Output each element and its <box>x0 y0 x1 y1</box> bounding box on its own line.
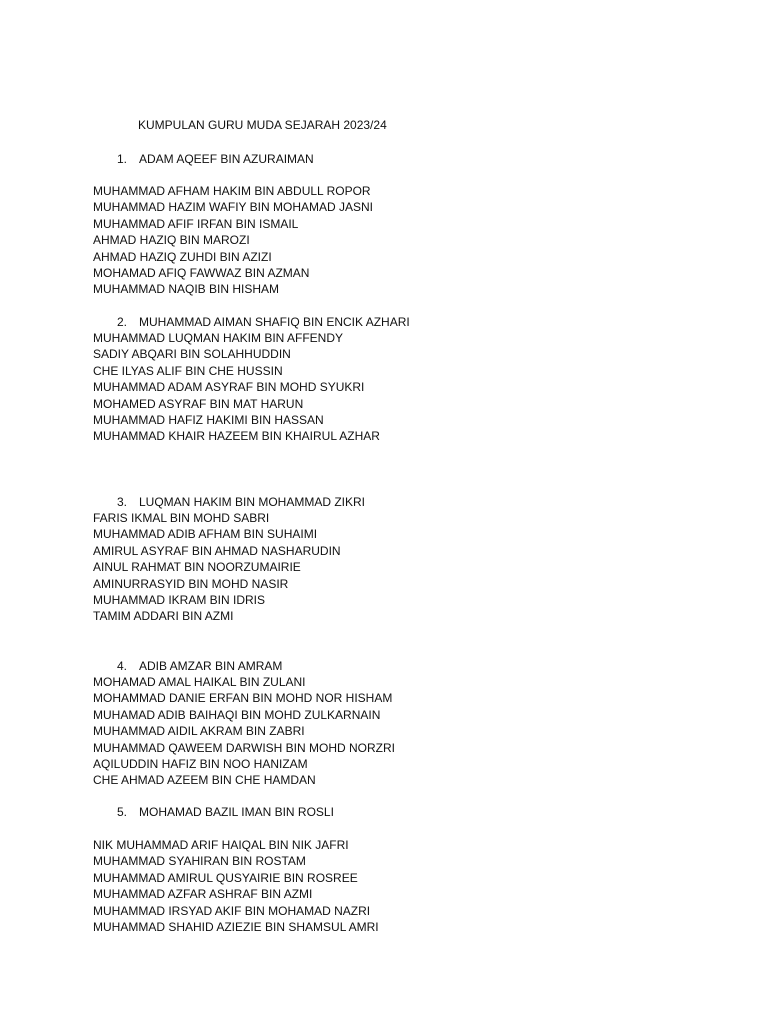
group-number: 1. <box>117 152 128 166</box>
member-name: NIK MUHAMMAD ARIF HAIQAL BIN NIK JAFRI <box>93 838 349 852</box>
member-name: MUHAMAD ADIB BAIHAQI BIN MOHD ZULKARNAIN <box>93 707 381 722</box>
member-name: MUHAMMAD QAWEEM DARWISH BIN MOHD NORZRI <box>93 740 395 755</box>
member-name: MUHAMMAD IKRAM BIN IDRIS <box>93 593 266 608</box>
member-name: AHMAD HAZIQ ZUHDI BIN AZIZI <box>93 249 272 264</box>
leader-name: MUHAMMAD AIMAN SHAFIQ BIN ENCIK AZHARI <box>139 315 410 329</box>
member-name: MUHAMMAD AFHAM HAKIM BIN ABDULL ROPOR <box>93 184 371 198</box>
member-name: MUHAMMAD AZFAR ASHRAF BIN AZMI <box>93 887 313 902</box>
group-number: 3. <box>117 495 128 509</box>
member-name: MUHAMMAD HAZIM WAFIY BIN MOHAMAD JASNI <box>93 200 374 215</box>
member-name: MUHAMMAD NAQIB BIN HISHAM <box>93 282 280 297</box>
group-leader <box>117 658 395 674</box>
member-name: AHMAD HAZIQ BIN MAROZI <box>93 233 250 248</box>
member-name: MOHAMMAD DANIE ERFAN BIN MOHD NOR HISHAM <box>93 691 393 706</box>
member-name: MUHAMMAD ADAM ASYRAF BIN MOHD SYUKRI <box>93 380 365 395</box>
group-3 <box>93 494 365 625</box>
member-name: MUHAMMAD AFIF IRFAN BIN ISMAIL <box>93 216 299 231</box>
group-leader <box>117 151 373 167</box>
member-name: MUHAMMAD LUQMAN HAKIM BIN AFFENDY <box>93 331 344 345</box>
group-leader <box>117 494 365 510</box>
member-name: MUHAMMAD HAFIZ HAKIMI BIN HASSAN <box>93 413 324 428</box>
group-number: 2. <box>117 315 128 329</box>
leader-name: ADIB AMZAR BIN AMRAM <box>139 659 283 673</box>
group-leader <box>117 804 379 820</box>
member-name: MUHAMMAD AIDIL AKRAM BIN ZABRI <box>93 724 305 739</box>
spacer <box>93 167 373 183</box>
member-name: MUHAMMAD SHAHID AZIEZIE BIN SHAMSUL AMRI <box>93 920 379 935</box>
spacer <box>93 820 379 837</box>
group-number: 4. <box>117 659 128 673</box>
leader-name: MOHAMAD BAZIL IMAN BIN ROSLI <box>139 805 334 819</box>
member-name: MUHAMMAD SYAHIRAN BIN ROSTAM <box>93 854 306 869</box>
group-1 <box>93 151 373 298</box>
member-name: MOHAMED ASYRAF BIN MAT HARUN <box>93 396 304 411</box>
member-name: FARIS IKMAL BIN MOHD SABRI <box>93 511 270 525</box>
member-name: AMIRUL ASYRAF BIN AHMAD NASHARUDIN <box>93 543 341 558</box>
member-name: MOHAMAD AFIQ FAWWAZ BIN AZMAN <box>93 266 310 281</box>
member-name: SADIY ABQARI BIN SOLAHHUDDIN <box>93 347 291 362</box>
member-name: MUHAMMAD KHAIR HAZEEM BIN KHAIRUL AZHAR <box>93 429 380 444</box>
member-name: AQILUDDIN HAFIZ BIN NOO HANIZAM <box>93 757 308 772</box>
member-name: AINUL RAHMAT BIN NOORZUMAIRIE <box>93 560 301 575</box>
member-name: CHE ILYAS ALIF BIN CHE HUSSIN <box>93 363 283 378</box>
leader-name: ADAM AQEEF BIN AZURAIMAN <box>139 152 314 166</box>
member-name: MOHAMAD AMAL HAIKAL BIN ZULANI <box>93 675 306 689</box>
member-name: TAMIM ADDARI BIN AZMI <box>93 609 234 624</box>
document-title: KUMPULAN GURU MUDA SEJARAH 2023/24 <box>138 118 387 132</box>
group-2 <box>93 314 410 445</box>
member-name: MUHAMMAD AMIRUL QUSYAIRIE BIN ROSREE <box>93 870 358 885</box>
group-5 <box>93 804 379 935</box>
member-name: CHE AHMAD AZEEM BIN CHE HAMDAN <box>93 773 316 788</box>
group-number: 5. <box>117 805 128 819</box>
leader-name: LUQMAN HAKIM BIN MOHAMMAD ZIKRI <box>139 495 366 509</box>
group-4 <box>93 658 395 789</box>
member-name: AMINURRASYID BIN MOHD NASIR <box>93 576 289 591</box>
member-name: MUHAMMAD ADIB AFHAM BIN SUHAIMI <box>93 527 318 542</box>
group-leader <box>117 314 410 330</box>
member-name: MUHAMMAD IRSYAD AKIF BIN MOHAMAD NAZRI <box>93 903 371 918</box>
